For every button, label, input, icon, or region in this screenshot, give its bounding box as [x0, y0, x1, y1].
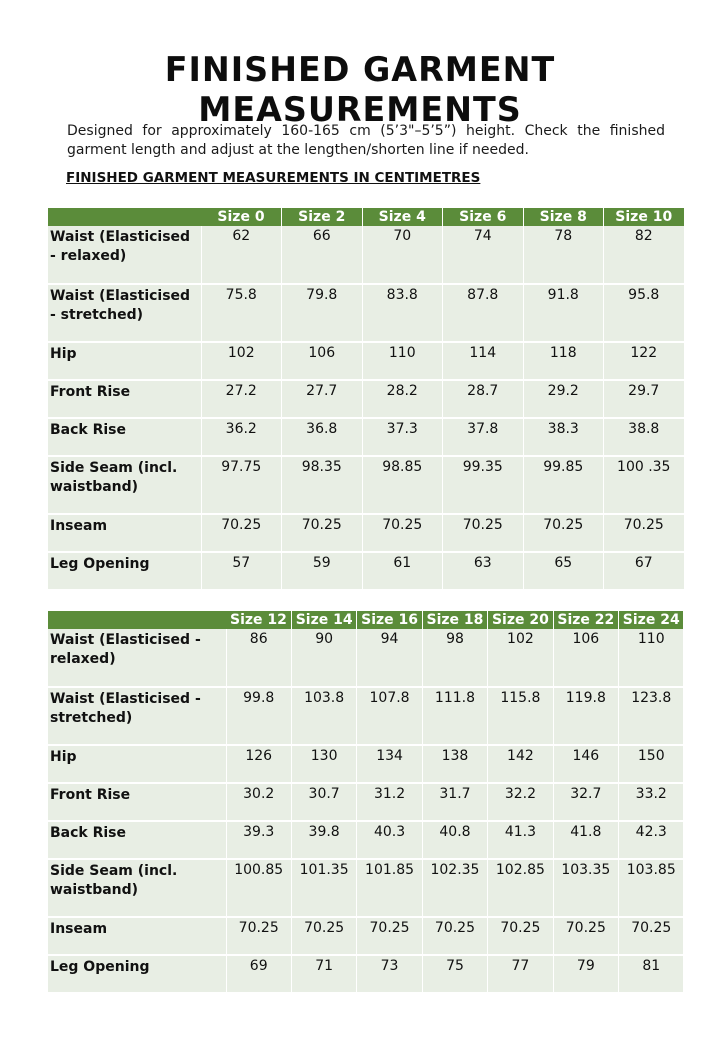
measurement-cell: 98.85: [362, 456, 443, 514]
table-row: [48, 418, 684, 456]
measurement-cell: 95.8: [604, 284, 685, 342]
row-label: Leg Opening: [48, 955, 226, 993]
measurement-cell: 79: [553, 955, 618, 993]
table-row: [48, 514, 684, 552]
measurement-cell: 138: [422, 745, 487, 783]
measurement-cell: 78: [523, 226, 604, 284]
measurement-cell: 29.2: [523, 380, 604, 418]
measurement-cell: 31.2: [357, 783, 422, 821]
measurement-cell: 70.25: [553, 917, 618, 955]
measurement-cell: 81: [619, 955, 684, 993]
measurement-cell: 82: [604, 226, 685, 284]
size-column-header: Size 18: [422, 611, 487, 629]
row-label: Waist (Elasticised - relaxed): [48, 226, 201, 284]
size-column-header: Size 24: [619, 611, 684, 629]
measurement-cell: 106: [282, 342, 363, 380]
measurement-cell: 146: [553, 745, 618, 783]
measurement-cell: 70.25: [357, 917, 422, 955]
measurement-cell: 70.25: [443, 514, 524, 552]
measurement-cell: 70.25: [201, 514, 282, 552]
measurement-cell: 75.8: [201, 284, 282, 342]
measurements-table-small-sizes: [48, 208, 685, 591]
measurement-cell: 61: [362, 552, 443, 590]
measurement-cell: 67: [604, 552, 685, 590]
row-label: Hip: [48, 342, 201, 380]
measurement-cell: 99.8: [226, 687, 291, 745]
table-row: [48, 687, 684, 745]
measurement-cell: 59: [282, 552, 363, 590]
table-row: [48, 745, 684, 783]
row-label: Waist (Elasticised - stretched): [48, 687, 226, 745]
measurement-cell: 98.35: [282, 456, 363, 514]
measurement-cell: 126: [226, 745, 291, 783]
measurement-cell: 70.25: [604, 514, 685, 552]
measurement-cell: 71: [291, 955, 356, 993]
measurement-cell: 70.25: [226, 917, 291, 955]
measurement-cell: 38.8: [604, 418, 685, 456]
measurement-cell: 40.8: [422, 821, 487, 859]
measurement-cell: 111.8: [422, 687, 487, 745]
row-label: Front Rise: [48, 380, 201, 418]
measurement-cell: 31.7: [422, 783, 487, 821]
table-row: [48, 955, 684, 993]
size-column-header: Size 12: [226, 611, 291, 629]
table-row: [48, 859, 684, 917]
measurement-cell: 100 .35: [604, 456, 685, 514]
measurement-cell: 106: [553, 629, 618, 687]
measurement-cell: 77: [488, 955, 553, 993]
measurement-cell: 94: [357, 629, 422, 687]
measurement-cell: 30.7: [291, 783, 356, 821]
measurement-cell: 103.85: [619, 859, 684, 917]
measurement-cell: 90: [291, 629, 356, 687]
measurement-cell: 69: [226, 955, 291, 993]
measurement-cell: 70.25: [291, 917, 356, 955]
measurement-cell: 30.2: [226, 783, 291, 821]
measurement-cell: 103.8: [291, 687, 356, 745]
row-label: Leg Opening: [48, 552, 201, 590]
measurement-cell: 74: [443, 226, 524, 284]
measurement-cell: 38.3: [523, 418, 604, 456]
table-row: [48, 821, 684, 859]
measurement-cell: 41.8: [553, 821, 618, 859]
size-column-header: Size 20: [488, 611, 553, 629]
table-row: [48, 342, 684, 380]
table-row: [48, 380, 684, 418]
measurement-cell: 70.25: [488, 917, 553, 955]
row-label: Waist (Elasticised - relaxed): [48, 629, 226, 687]
measurement-cell: 39.3: [226, 821, 291, 859]
measurement-cell: 107.8: [357, 687, 422, 745]
measurement-cell: 99.85: [523, 456, 604, 514]
table-header-row: [48, 611, 684, 629]
measurement-cell: 100.85: [226, 859, 291, 917]
measurement-cell: 70.25: [282, 514, 363, 552]
measurement-cell: 91.8: [523, 284, 604, 342]
measurement-cell: 39.8: [291, 821, 356, 859]
measurement-cell: 42.3: [619, 821, 684, 859]
measurement-cell: 70.25: [619, 917, 684, 955]
measurement-cell: 102.85: [488, 859, 553, 917]
measurement-cell: 101.85: [357, 859, 422, 917]
measurement-cell: 70: [362, 226, 443, 284]
measurement-cell: 28.7: [443, 380, 524, 418]
measurement-cell: 97.75: [201, 456, 282, 514]
row-label: Front Rise: [48, 783, 226, 821]
row-label: Back Rise: [48, 821, 226, 859]
intro-paragraph: Designed for approximately 160-165 cm (5’3"–5’5”) height. Check the finished garment length and adjust at the lengthen/shorten line if needed.: [67, 123, 665, 158]
measurement-cell: 41.3: [488, 821, 553, 859]
measurement-cell: 83.8: [362, 284, 443, 342]
measurement-cell: 63: [443, 552, 524, 590]
size-column-header: Size 10: [604, 208, 685, 226]
table-subheading: FINISHED GARMENT MEASUREMENTS IN CENTIMETRES: [66, 170, 481, 186]
table-row: [48, 917, 684, 955]
measurement-cell: 122: [604, 342, 685, 380]
measurement-cell: 37.3: [362, 418, 443, 456]
size-column-header: Size 14: [291, 611, 356, 629]
size-column-header: Size 4: [362, 208, 443, 226]
measurement-cell: 40.3: [357, 821, 422, 859]
measurement-cell: 70.25: [362, 514, 443, 552]
size-column-header: Size 6: [443, 208, 524, 226]
measurement-cell: 99.35: [443, 456, 524, 514]
size-column-header: Size 8: [523, 208, 604, 226]
size-column-header: Size 16: [357, 611, 422, 629]
measurement-cell: 123.8: [619, 687, 684, 745]
measurement-cell: 32.7: [553, 783, 618, 821]
measurement-cell: 119.8: [553, 687, 618, 745]
measurement-cell: 75: [422, 955, 487, 993]
row-label: Inseam: [48, 917, 226, 955]
measurement-cell: 134: [357, 745, 422, 783]
row-label: Back Rise: [48, 418, 201, 456]
row-label: Side Seam (incl. waistband): [48, 456, 201, 514]
size-column-header: Size 0: [201, 208, 282, 226]
measurement-cell: 70.25: [422, 917, 487, 955]
measurement-cell: 87.8: [443, 284, 524, 342]
measurement-cell: 102: [488, 629, 553, 687]
measurement-cell: 114: [443, 342, 524, 380]
measurement-cell: 66: [282, 226, 363, 284]
table-row: [48, 783, 684, 821]
header-corner-cell: [48, 611, 226, 629]
table-row: [48, 284, 684, 342]
measurement-cell: 29.7: [604, 380, 685, 418]
measurement-cell: 37.8: [443, 418, 524, 456]
measurements-table-large-sizes: [48, 611, 684, 994]
measurement-cell: 73: [357, 955, 422, 993]
measurement-cell: 36.2: [201, 418, 282, 456]
measurement-cell: 142: [488, 745, 553, 783]
measurement-cell: 110: [362, 342, 443, 380]
measurement-cell: 103.35: [553, 859, 618, 917]
size-column-header: Size 22: [553, 611, 618, 629]
measurement-cell: 79.8: [282, 284, 363, 342]
measurement-cell: 98: [422, 629, 487, 687]
measurement-cell: 118: [523, 342, 604, 380]
measurement-cell: 102: [201, 342, 282, 380]
measurement-cell: 27.2: [201, 380, 282, 418]
measurement-cell: 150: [619, 745, 684, 783]
measurement-cell: 36.8: [282, 418, 363, 456]
measurement-cell: 33.2: [619, 783, 684, 821]
table-row: [48, 629, 684, 687]
measurement-cell: 130: [291, 745, 356, 783]
measurement-cell: 28.2: [362, 380, 443, 418]
row-label: Hip: [48, 745, 226, 783]
row-label: Side Seam (incl. waistband): [48, 859, 226, 917]
table-row: [48, 552, 684, 590]
header-corner-cell: [48, 208, 201, 226]
measurement-cell: 101.35: [291, 859, 356, 917]
row-label: Inseam: [48, 514, 201, 552]
measurement-cell: 115.8: [488, 687, 553, 745]
table-row: [48, 226, 684, 284]
table-header-row: [48, 208, 684, 226]
table-row: [48, 456, 684, 514]
measurement-cell: 110: [619, 629, 684, 687]
measurement-cell: 102.35: [422, 859, 487, 917]
measurement-cell: 57: [201, 552, 282, 590]
size-column-header: Size 2: [282, 208, 363, 226]
measurement-cell: 32.2: [488, 783, 553, 821]
page-title: FINISHED GARMENT MEASUREMENTS: [164, 50, 556, 130]
measurement-cell: 65: [523, 552, 604, 590]
measurement-cell: 70.25: [523, 514, 604, 552]
measurement-cell: 86: [226, 629, 291, 687]
measurement-cell: 27.7: [282, 380, 363, 418]
measurement-cell: 62: [201, 226, 282, 284]
row-label: Waist (Elasticised - stretched): [48, 284, 201, 342]
